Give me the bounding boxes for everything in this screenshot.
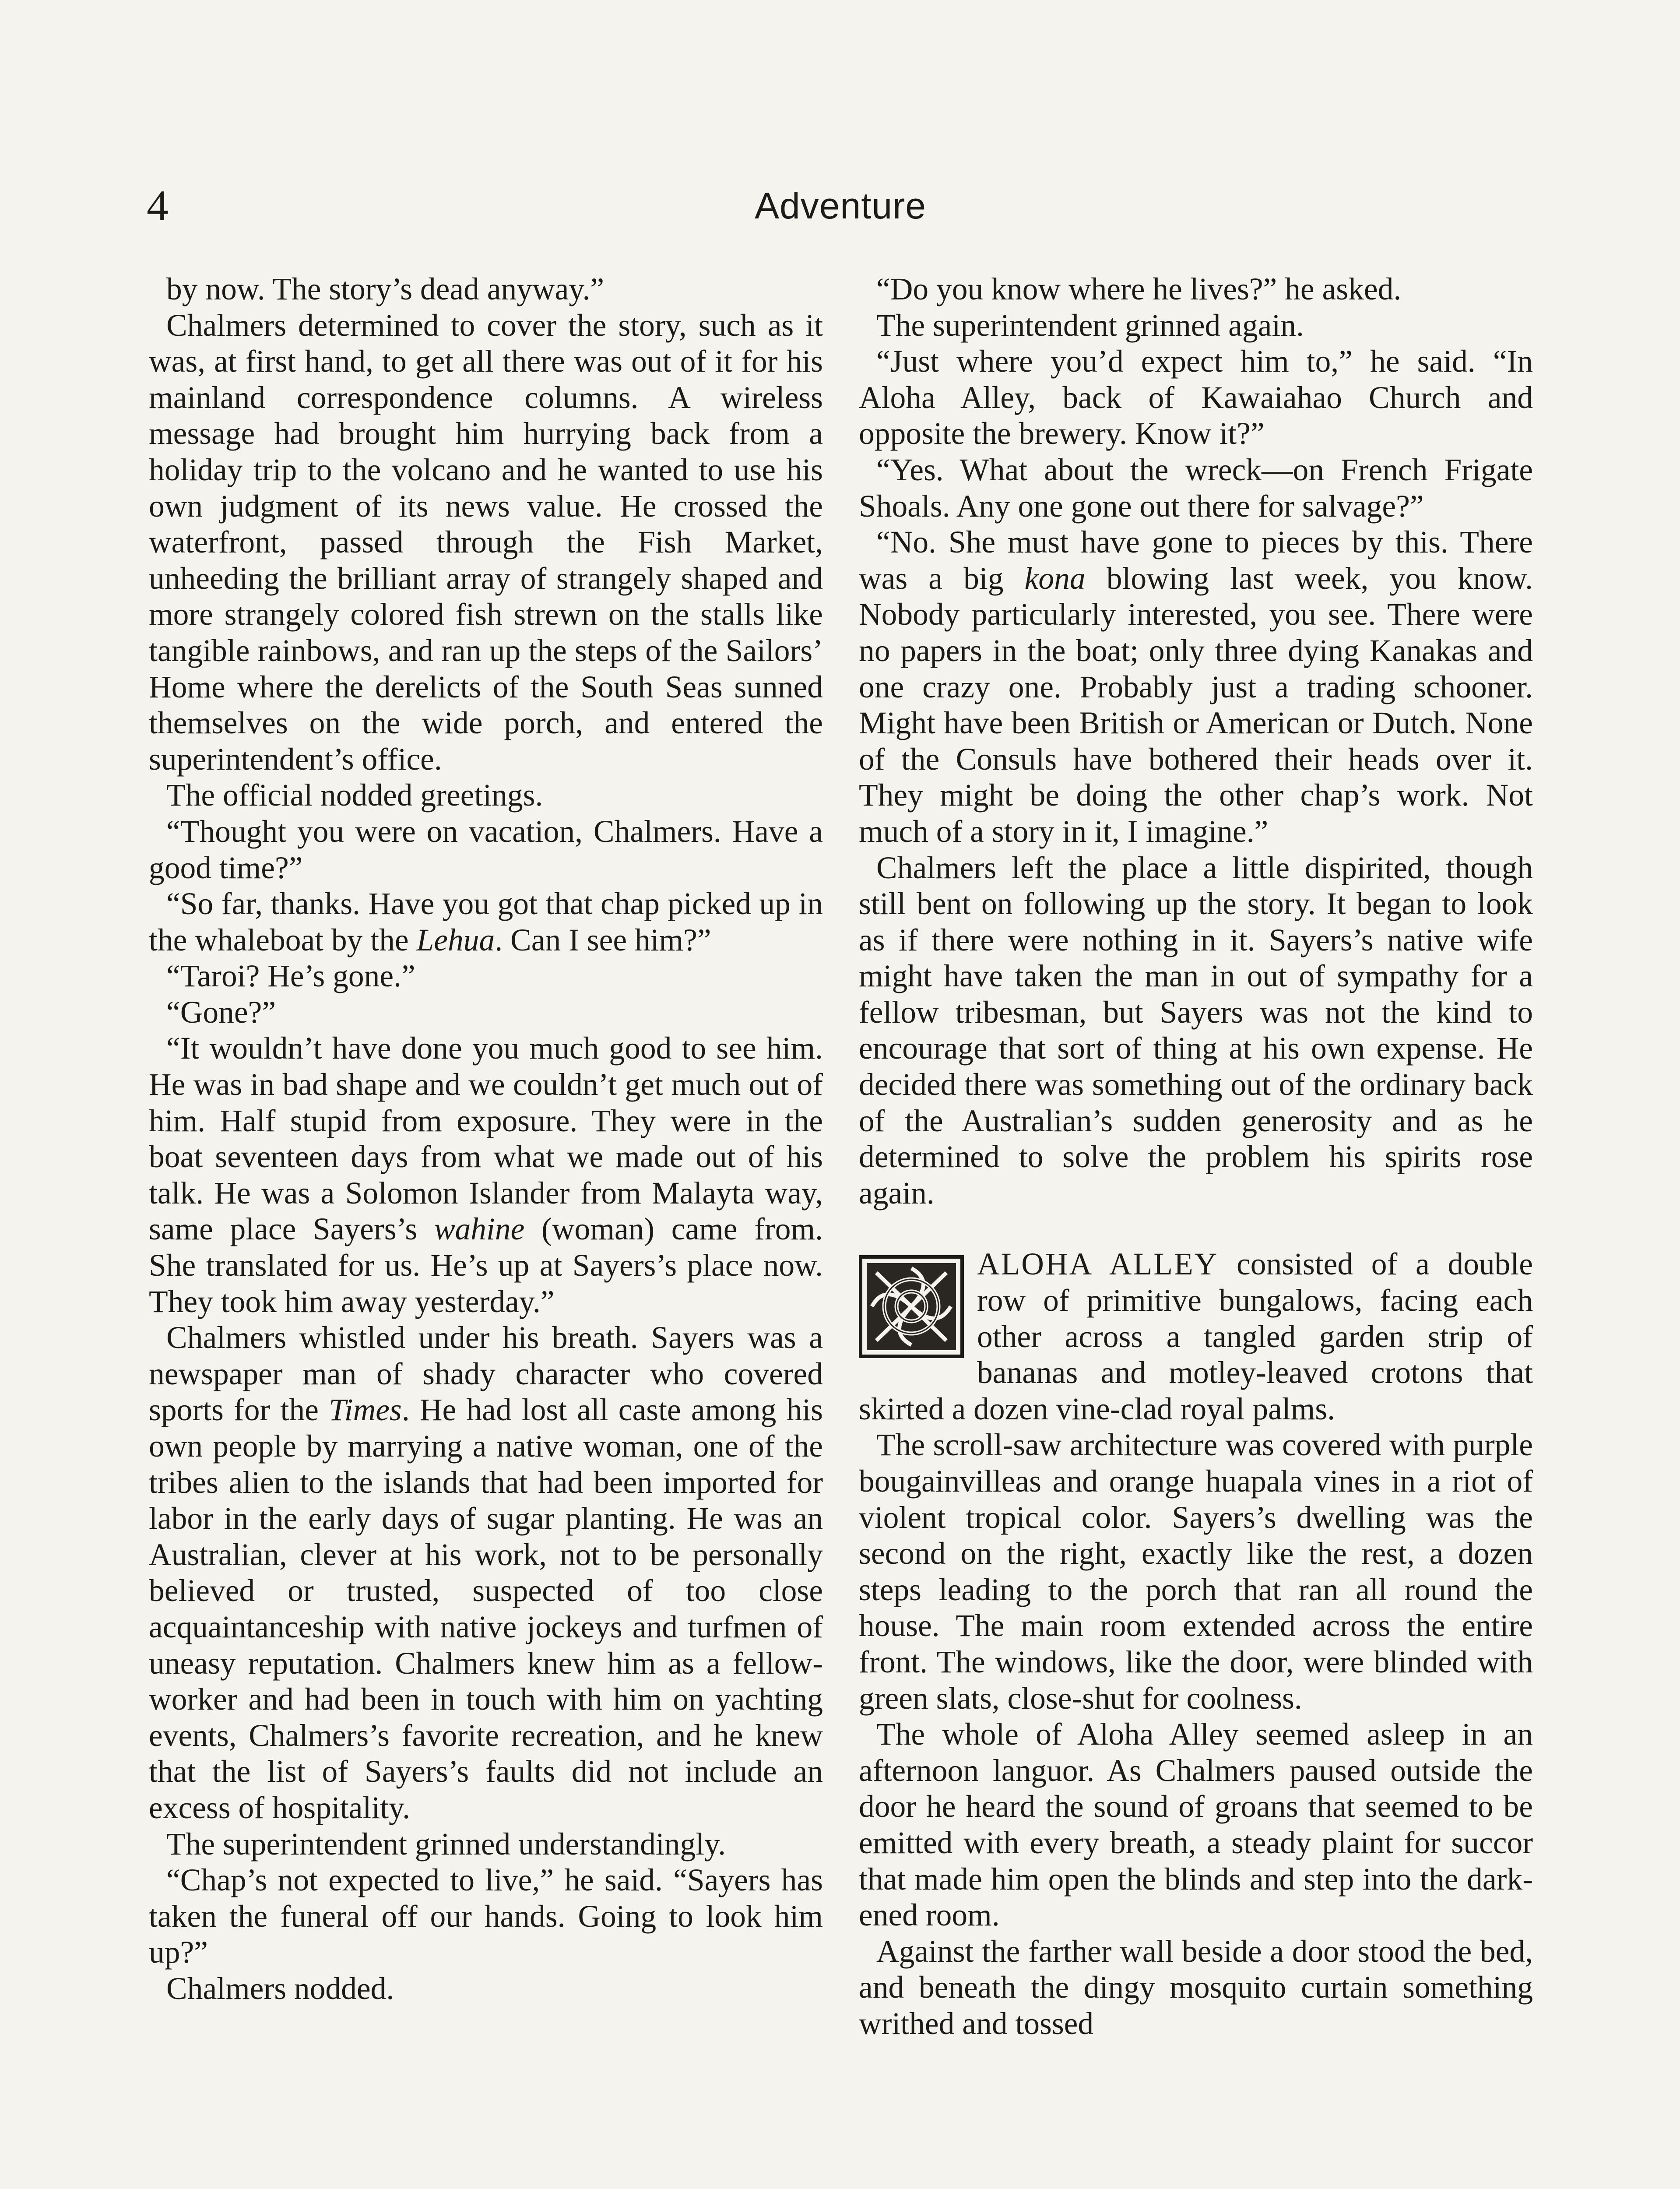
- paragraph: [149, 1320, 823, 1826]
- text-run: Chalmers whistled under his breath. Sayers was a newspaper man of shady character who covered sports for the: [149, 1320, 823, 1428]
- left-text-column: [149, 271, 823, 2007]
- paragraph: [149, 778, 823, 814]
- paragraph: [149, 1827, 823, 1863]
- text-run: The whole of Aloha Alley seemed asleep in an afternoon languor. As Chalmers paused outside the door he heard the sound of groans that seemed to be emitted with every breath, a steady plaint for succor that made him open the blinds and step into the darkened room.: [859, 1717, 1533, 1933]
- paragraph: [149, 995, 823, 1031]
- text-run: “Thought you were on vacation, Chalmers. Have a good time?”: [149, 814, 823, 885]
- text-run: . Can I see him?”: [495, 922, 711, 957]
- paragraph: [149, 271, 823, 308]
- paragraph: [859, 524, 1533, 850]
- text-run: Chalmers left the place a little dispirited, though still bent on following up the story. It began to look as if there were nothing in it. Sayers’s native wife might have taken the man in out of sympathy for a fellow tribesman, but Sayers was not the kind to encourage that sort of thing at his own expense. He decided there was something out of the ordinary back of the Australian’s sudden generosity and as he determined to solve the problem his spirits rose again.: [859, 850, 1533, 1211]
- section-opening-words: ALOHA ALLEY: [977, 1247, 1219, 1282]
- paragraph: [149, 1031, 823, 1320]
- paragraph: [859, 1246, 1533, 1427]
- paragraph: [149, 958, 823, 995]
- text-run: blowing last week, you know. Nobody particularly interested, you see. There were no papers in the boat; only three dying Kanakas and one crazy one. Probably just a trading schooner. Might have been British or American or Dutch. None of the Consuls have bothered their heads over it. They might be doing the other chap’s work. Not much of a story in it, I imagine.”: [859, 561, 1533, 849]
- paragraph: [149, 308, 823, 778]
- paragraph: [859, 850, 1533, 1212]
- page-number: 4: [147, 181, 169, 230]
- text-run: “No. She must have gone to pieces by this. There was a big: [859, 525, 1533, 596]
- paragraph: [859, 344, 1533, 452]
- text-run: “So far, thanks. Have you got that chap picked up in the whaleboat by the: [149, 887, 823, 957]
- text-run: The superintendent grinned understandingly.: [166, 1827, 726, 1862]
- text-run: The superintendent grinned again.: [876, 308, 1304, 343]
- paragraph: [859, 452, 1533, 524]
- paragraph: [149, 814, 823, 886]
- text-run: “Taroi? He’s gone.”: [166, 959, 415, 994]
- text-run: “It wouldn’t have done you much good to see him. He was in bad shape and we couldn’t get much out of him. Half stupid from exposure. They were in the boat seventeen days from what we made out of his talk. He was a Solomon Islander from Malayta way, same place Sayers’s: [149, 1031, 823, 1247]
- page-header: [147, 179, 1534, 245]
- paragraph: [859, 1427, 1533, 1717]
- italic-text: wahine: [434, 1212, 525, 1247]
- text-run: Chalmers nodded.: [166, 1971, 394, 2006]
- text-run: “Do you know where he lives?” he asked.: [876, 272, 1402, 306]
- text-run: (woman) came from. She translated for us. He’s up at Sayers’s place now. They took him away yesterday.”: [149, 1212, 823, 1319]
- text-run: “Yes. What about the wreck—on French Frigate Shoals. Any one gone out there for salvage?”: [859, 452, 1533, 524]
- paragraph: [859, 1934, 1533, 2042]
- right-text-column: [859, 271, 1533, 2042]
- paragraph: [149, 1862, 823, 1971]
- paragraph: [149, 886, 823, 958]
- paragraph: [859, 271, 1533, 308]
- text-run: by now. The story’s dead anyway.”: [166, 272, 605, 306]
- text-run: The official nodded greetings.: [166, 778, 543, 813]
- paragraph: [859, 1717, 1533, 1934]
- text-run: “Chap’s not expected to live,” he said. “Sayers has taken the funeral off our hands. Going to look him up?”: [149, 1863, 823, 1970]
- paragraph: [859, 308, 1533, 344]
- paragraph: [149, 1971, 823, 2007]
- italic-text: Lehua: [416, 922, 495, 957]
- text-run: Chalmers determined to cover the story, such as it was, at first hand, to get all there was out of it for his mainland correspondence columns. A wireless message had brought him hurrying back from a holiday trip to the volcano and he wanted to use his own judgment of its news value. He crossed the waterfront, passed through the Fish Market, unheeding the brilliant array of strangely shaped and more strangely colored fish strewn on the stalls like tangible rainbows, and ran up the steps of the Sailors’ Home where the derelicts of the South Seas sunned themselves on the wide porch, and entered the superintendent’s office.: [149, 308, 823, 777]
- text-run: The scroll-saw architecture was covered with purple bougainvilleas and orange huapala vines in a riot of violent tropical color. Sayers’s dwelling was the second on the right, exactly like the rest, a dozen steps leading to the porch that ran all round the house. The main room extended across the entire front. The windows, like the door, were blinded with green slats, close-shut for coolness.: [859, 1428, 1533, 1716]
- text-run: . He had lost all caste among his own people by marrying a native woman, one of the tribes alien to the islands that had been imported for labor in the early days of sugar planting. He was an Australian, clever at his work, not to be personally believed or trusted, suspected of too close acquaintanceship with native jockeys and turfmen of uneasy reputation. Chalmers knew him as a fellow-worker and had been in touch with him on yachting events, Chalmers’s favorite recreation, and he knew that the list of Sayers’s faults did not include an excess of hospitality.: [149, 1393, 823, 1825]
- italic-text: kona: [1024, 561, 1086, 596]
- text-run: consisted of a double row of primitive bungalows, facing each other across a tangled garden strip of bananas and motley-leaved crotons that skirted a dozen vine-clad royal palms.: [859, 1247, 1533, 1426]
- text-run: “Gone?”: [166, 995, 276, 1030]
- italic-text: Times: [328, 1393, 402, 1428]
- celtic-knot-initial-ornament-icon: [859, 1255, 964, 1358]
- running-head: Adventure: [755, 185, 926, 226]
- text-run: Against the farther wall beside a door stood the bed, and beneath the dingy mosquito curtain something writhed and tossed: [859, 1934, 1533, 2041]
- text-run: “Just where you’d expect him to,” he said. “In Aloha Alley, back of Kawaiahao Church and opposite the brewery. Know it?”: [859, 344, 1533, 451]
